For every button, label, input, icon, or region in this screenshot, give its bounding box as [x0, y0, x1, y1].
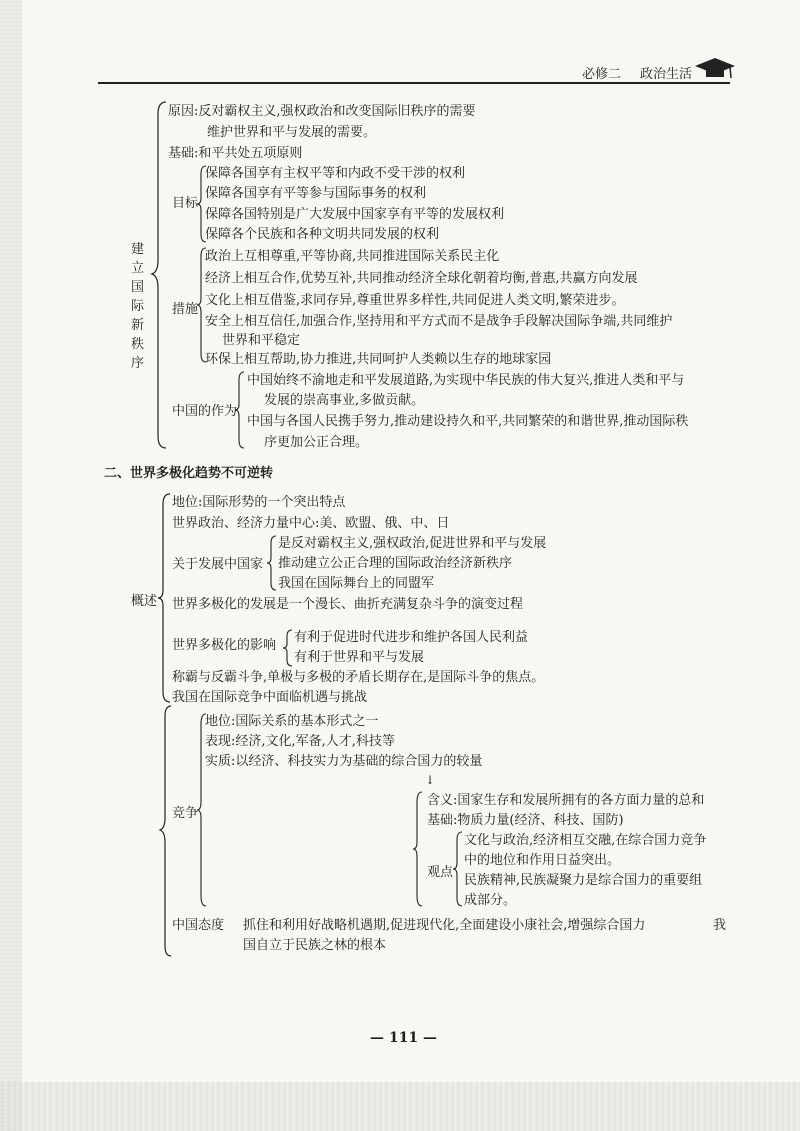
yuanyin-line-2: 维护世界和平与发展的需要。 [207, 125, 377, 140]
fazhan-line: 世界多极化的发展是一个漫长、曲折充满复杂斗争的演变过程 [172, 597, 524, 612]
taidu-label: 中国态度 [172, 918, 225, 933]
zuowei-1b: 发展的崇高事业,多做贡献。 [264, 393, 425, 408]
page-edge-shadow [0, 0, 22, 1131]
zuowei-2b: 序更加公正合理。 [264, 435, 369, 450]
cuoshi-1: 政治上互相尊重,平等协商,共同推进国际关系民主化 [205, 249, 500, 264]
fzz-2: 推动建立公正合理的国际政治经济新秩序 [278, 556, 513, 571]
mubiao-4: 保障各个民族和各种文明共同发展的权利 [205, 227, 440, 242]
brace-fazhanzhong [266, 534, 278, 592]
fazhanzhong-label: 关于发展中国家 [172, 557, 264, 572]
topic-label: 建立国际新秩序 [131, 242, 145, 371]
yuanyin-line-1: 原因:反对霸权主义,强权政治和改变国际旧秩序的需要 [168, 104, 476, 119]
gd-1a: 文化与政治,经济相互交融,在综合国力竞争 [464, 833, 707, 848]
cuoshi-2: 经济上相互合作,优势互补,共同推动经济全球化朝着均衡,普惠,共赢方向发展 [205, 271, 638, 286]
jz-shizhi: 实质:以经济、科技实力为基础的综合国力的较量 [205, 754, 483, 769]
diwei-line: 地位:国际形势的一个突出特点 [172, 495, 346, 510]
cuoshi-3: 文化上相互借鉴,求同存异,尊重世界多样性,共同促进人类文明,繁荣进步。 [205, 293, 625, 308]
jz-biaoxian: 表现:经济,文化,军备,人才,科技等 [205, 734, 395, 749]
section-2-title: 二、世界多极化趋势不可逆转 [104, 466, 274, 481]
hanyi-line: 含义:国家生存和发展所拥有的各方面力量的总和 [427, 793, 705, 808]
fzz-3: 我国在国际舞台上的同盟军 [278, 576, 435, 591]
zuowei-1a: 中国始终不渝地走和平发展道路,为实现中华民族的伟大复兴,推进人类和平与 [247, 373, 685, 388]
page-number: — 111 — [370, 1030, 437, 1046]
cuoshi-label: 措施 [172, 302, 199, 317]
mubiao-1: 保障各国享有主权平等和内政不受干涉的权利 [205, 166, 466, 181]
brace-main [150, 100, 170, 450]
fzz-1: 是反对霸权主义,强权政治,促进世界和平与发展 [278, 536, 547, 551]
yx-2: 有利于世界和平与发展 [294, 650, 425, 665]
gd-2b: 成部分。 [464, 893, 517, 908]
jz-diwei: 地位:国际关系的基本形式之一 [205, 714, 379, 729]
cuoshi-4b: 世界和平稳定 [222, 333, 301, 348]
page-bottom-scan-noise [0, 1082, 800, 1131]
brace-guandian [452, 830, 464, 908]
gaishu-label: 概述 [131, 594, 158, 609]
mubiao-label: 目标 [172, 196, 199, 211]
taidu-2: 国自立于民族之林的根本 [243, 938, 387, 953]
header-subject: 政治生活 [640, 67, 693, 82]
brace-yingxiang [282, 628, 294, 668]
taidu-wo: 我 [713, 918, 727, 933]
zuowei-label: 中国的作为 [172, 404, 238, 419]
header-book: 必修二 [582, 67, 622, 82]
jichu2-line: 基础:物质力量(经济、科技、国防) [427, 813, 624, 828]
jiyu-line: 我国在国际竞争中面临机遇与挑战 [172, 690, 368, 705]
mubiao-3: 保障各国特别是广大发展中国家享有平等的发展权利 [205, 207, 505, 222]
cuoshi-5: 环保上相互帮助,协力推进,共同呵护人类赖以生存的地球家园 [205, 352, 552, 367]
yingxiang-label: 世界多极化的影响 [172, 638, 277, 653]
cuoshi-4a: 安全上相互信任,加强合作,坚持用和平方式而不是战争手段解决国际争端,共同维护 [205, 314, 673, 329]
zuowei-2a: 中国与各国人民携手努力,推动建设持久和平,共同繁荣的和谐世界,推动国际秩 [247, 414, 689, 429]
mubiao-2: 保障各国享有平等参与国际事务的权利 [205, 186, 427, 201]
yx-1: 有利于促进时代进步和维护各国人民利益 [294, 630, 529, 645]
brace-zonghe [412, 790, 424, 908]
down-arrow-icon: ↓ [425, 773, 436, 787]
chengba-line: 称霸与反霸斗争,单极与多极的矛盾长期存在,是国际斗争的焦点。 [172, 670, 545, 685]
jingzheng-label: 竞争 [172, 806, 199, 821]
zhongxin-line: 世界政治、经济力量中心:美、欧盟、俄、中、日 [172, 516, 450, 531]
gd-2a: 民族精神,民族凝聚力是综合国力的重要组 [464, 873, 703, 888]
gd-1b: 中的地位和作用日益突出。 [464, 853, 621, 868]
brace-zuowei [234, 370, 246, 450]
jichu-line: 基础:和平共处五项原则 [168, 146, 303, 161]
guandian-label: 观点 [427, 865, 454, 880]
taidu-1: 抓住和利用好战略机遇期,促进现代化,全面建设小康社会,增强综合国力 [243, 918, 646, 933]
graduation-cap-icon [694, 56, 736, 80]
header-rule [98, 82, 730, 84]
